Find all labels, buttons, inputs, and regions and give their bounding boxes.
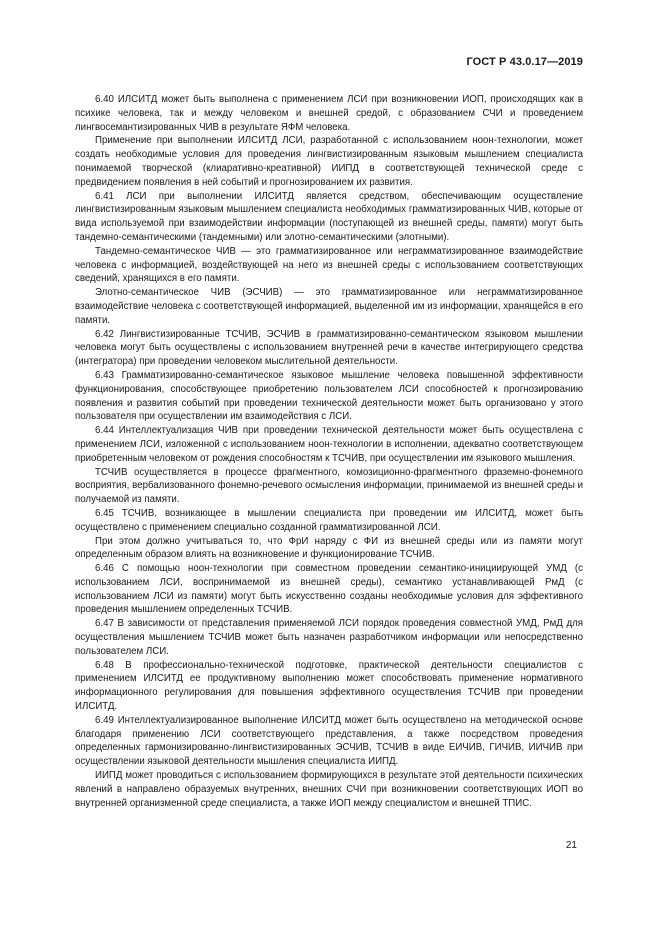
paragraph: 6.47 В зависимости от представления применяемой ЛСИ порядок проведения совместной УМД, РмД для осуществления мышлением ТСЧИВ может быть назначен разработчиком информации или непосредственно пользователем ЛСИ. (75, 618, 583, 657)
paragraph: 6.49 Интеллектуализированное выполнение ИЛСИТД может быть осуществлено на методической основе благодаря применению ЛСИ соответствующего представления, а также посредством проведения определенных гармонизированно-лингвистизированных ЭСЧИВ, ТСЧИВ в виде ЕИЧИВ, ГИЧИВ, ИИЧИВ при осуществлении языковой деятельности мышления специалиста ИИПД. (75, 714, 583, 768)
paragraph: При этом должно учитываться то, что ФрИ наряду с ФИ из внешней среды или из памяти могут определенным образом влиять на возникновение и функционирование ТСЧИВ. (75, 535, 583, 561)
paragraph: Тандемно-семантическое ЧИВ — это грамматизированное или неграмматизированное взаимодействие человека с информацией, воздействующей на него из внешней среды с использованием соответствующих сведений, хранящихся в его памяти. (75, 245, 583, 285)
paragraph: 6.44 Интеллектуализация ЧИВ при проведении технической деятельности может быть осуществлена с применением ЛСИ, изложенной с использованием ноон-технологии в исполнении, адекватно соответствующем приобретенным человеком от рождения способностям к ТСЧИВ, при осуществлении им языкового мышления. (75, 425, 583, 464)
paragraph: 6.40 ИЛСИТД может быть выполнена с применением ЛСИ при возникновении ИОП, происходящих как в психике человека, так и между человеком и внешней средой, с образованием СЧИ и проведением лингвосемантизированных ЧИВ в результате ЯФМ человека. (75, 94, 583, 133)
paragraph: 6.41 ЛСИ при выполнении ИЛСИТД является средством, обеспечивающим осуществление лингвистизированным языковым мышлением специалиста необходимых грамматизированных ЧИВ, которые от вида используемой при взаимодействии информации (поступающей из внешней среды, памяти) могут быть тандемно-семантическими (тандемными) или элотно-семантическими (элотными). (75, 190, 583, 243)
paragraph: ИИПД может проводиться с использованием формирующихся в результате этой деятельности психических явлений в направлено образуемых внутренних, внешних СЧИ при возникновении соответствующих ИОП во внутренней организменной среде специалиста, а также ИОП между специалистом и внешней ТПИС. (75, 770, 583, 809)
paragraph: ТСЧИВ осуществляется в процессе фрагментного, комозиционно-фрагментного фраземно-фонемного восприятия, вербализованного фонемно-речевого осмысления информации, принимаемой из внешней среды и получаемой из памяти. (75, 466, 583, 506)
paragraph: 6.43 Грамматизированно-семантическое языковое мышление человека повышенной эффективности функционирования, способствующее приобретению пользователем ЛСИ способностей к прогнозированию появления и развития событий при проведении технической деятельности может быть организовано у этого пользователя при осуществлении им взаимодействия с ЛСИ. (75, 369, 583, 423)
paragraph: Применение при выполнении ИЛСИТД ЛСИ, разработанной с использованием ноон-технологии, может создать необходимые условия для проведения лингвистизированным языковым мышлением специалиста понимаемой творческой (клиаративно-креативной) ИИПД в соответствующей технической среде с предвидением появления в ней событий и прогнозированием их развития. (75, 135, 583, 188)
document-id-header: ГОСТ Р 43.0.17—2019 (466, 56, 583, 68)
document-body (75, 93, 583, 810)
paragraph: 6.46 С помощью ноон-технологии при совместном проведении семантико-инициирующей УМД (с использованием ЛСИ, воспринимаемой из внешней среды), семантико устанавливающей РмД (с использованием ЛСИ из памяти) могут быть искусственно созданы необходимые условия для эффективного проведения мышлением определенных ТСЧИВ. (75, 563, 583, 616)
paragraph: 6.45 ТСЧИВ, возникающее в мышлении специалиста при проведении им ИЛСИТД, может быть осуществлено с применением специально созданной грамматизированной ЛСИ. (75, 507, 583, 533)
paragraph: 6.42 Лингвистизированные ТСЧИВ, ЭСЧИВ в грамматизированно-семантическом языковом мышлении человека могут быть осуществлены с использованием внутренней речи в качестве интегрирующего средства (интегратора) при проведении человеком мыслительной деятельности. (75, 328, 583, 368)
page-number: 21 (565, 840, 577, 851)
paragraph: 6.48 В профессионально-технической подготовке, практической деятельности специалистов с применением ИЛСИТД ее продуктивному выполнению может способствовать применение нормативного информационного регулирования для повышения эффективного осуществления ТСЧИВ при проведении ИЛСИТД. (75, 659, 583, 713)
paragraph: Элотно-семантическое ЧИВ (ЭСЧИВ) — это грамматизированное или неграмматизированное взаимодействие человека с соответствующей информацией, выделенной им из информации, хранящейся в его памяти. (75, 287, 583, 326)
